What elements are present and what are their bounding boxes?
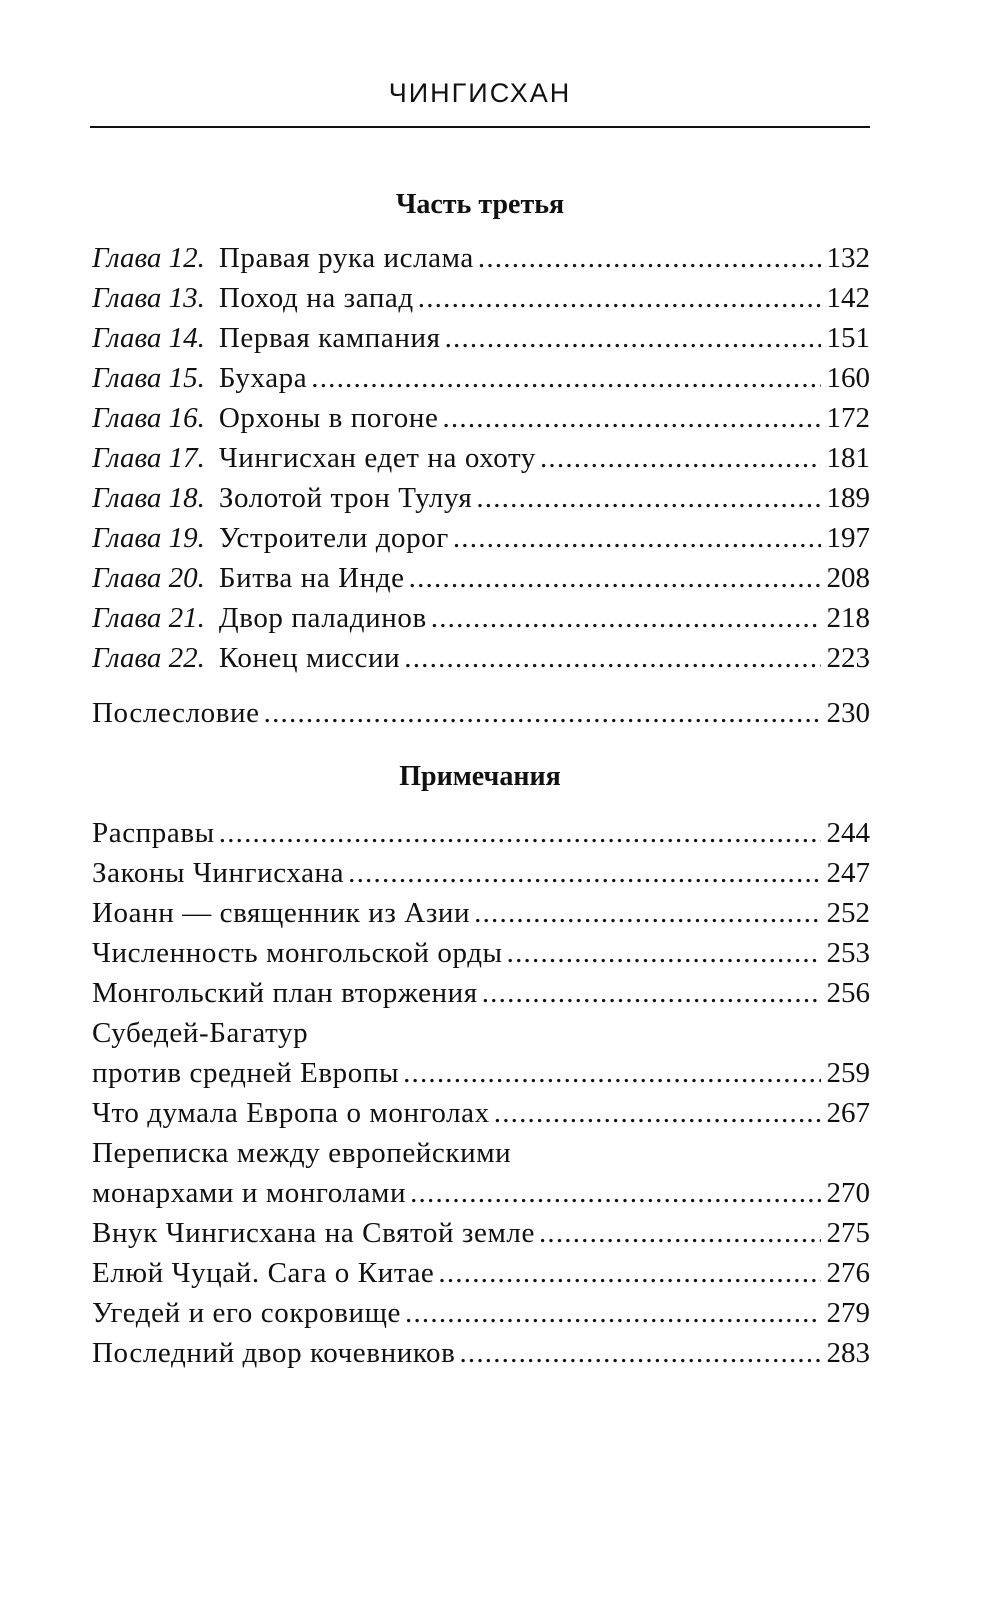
toc-entry-chapter-13[interactable] — [92, 278, 870, 318]
chapter-title: Устроители дорог — [218, 522, 449, 554]
page-number: 252 — [826, 897, 870, 929]
page-number: 247 — [826, 857, 870, 889]
page-number: 244 — [826, 817, 870, 849]
entry-title: против средней Европы — [92, 1057, 400, 1089]
dot-leader — [348, 853, 820, 893]
toc-entry-note[interactable] — [92, 1173, 870, 1213]
page-number: 151 — [826, 322, 870, 354]
page-number: 230 — [826, 697, 870, 729]
dot-leader — [482, 973, 821, 1013]
dot-leader — [409, 558, 821, 598]
dot-leader — [403, 1053, 820, 1093]
toc-entry-chapter-15[interactable] — [92, 358, 870, 398]
page-number: 253 — [826, 937, 870, 969]
dot-leader — [219, 813, 821, 853]
notes-heading: Примечания — [399, 761, 561, 792]
dot-leader — [418, 278, 821, 318]
entry-title: Численность монгольской орды — [92, 937, 503, 969]
toc-entry-note[interactable] — [92, 1213, 870, 1253]
chapter-title: Бухара — [218, 362, 308, 394]
dot-leader — [474, 893, 820, 933]
toc-entry-chapter-18[interactable] — [92, 478, 870, 518]
page-number: 259 — [826, 1057, 870, 1089]
entry-title: Угедей и его сокровище — [92, 1297, 402, 1329]
dot-leader — [405, 1293, 820, 1333]
page-number: 283 — [826, 1337, 870, 1369]
page-number: 189 — [826, 482, 870, 514]
page-number: 218 — [826, 602, 870, 634]
page-number: 132 — [826, 242, 870, 274]
entry-title: Расправы — [92, 817, 215, 849]
page-number: 160 — [826, 362, 870, 394]
entry-title-line1: Субедей-Багатур — [92, 1017, 309, 1049]
chapter-label: Глава 22. — [92, 642, 205, 674]
page-number: 197 — [826, 522, 870, 554]
dot-leader — [311, 358, 820, 398]
dot-leader — [442, 398, 820, 438]
entry-title: Законы Чингисхана — [92, 857, 345, 889]
entry-title: Елюй Чуцай. Сага о Китае — [92, 1257, 435, 1289]
dot-leader — [478, 238, 821, 278]
toc-entry-note-first-line[interactable] — [92, 1013, 870, 1053]
chapter-label: Глава 18. — [92, 482, 205, 514]
toc-entry-chapter-16[interactable] — [92, 398, 870, 438]
dot-leader — [264, 693, 821, 733]
chapter-title: Первая кампания — [218, 322, 441, 354]
chapter-title: Поход на запад — [218, 282, 414, 314]
entry-title: монархами и монголами — [92, 1177, 407, 1209]
toc-entry-chapter-14[interactable] — [92, 318, 870, 358]
header-rule — [90, 126, 870, 128]
entry-title: Иоанн — священник из Азии — [92, 897, 471, 929]
chapter-title: Двор паладинов — [218, 602, 427, 634]
dot-leader — [459, 1333, 820, 1373]
notes-list — [92, 813, 870, 1373]
toc-entry-chapter-22[interactable] — [92, 638, 870, 678]
toc-entry-note[interactable] — [92, 1093, 870, 1133]
chapter-label: Глава 17. — [92, 442, 205, 474]
chapter-label: Глава 20. — [92, 562, 205, 594]
page-number: 275 — [826, 1217, 870, 1249]
toc-entry-note[interactable] — [92, 1053, 870, 1093]
chapter-label: Глава 14. — [92, 322, 205, 354]
dot-leader — [404, 638, 820, 678]
dot-leader — [539, 1213, 821, 1253]
chapter-label: Глава 16. — [92, 402, 205, 434]
dot-leader — [453, 518, 821, 558]
running-head: ЧИНГИСХАН — [388, 78, 572, 108]
chapter-title: Правая рука ислама — [218, 242, 474, 274]
toc-entry-note[interactable] — [92, 853, 870, 893]
page-number: 181 — [826, 442, 870, 474]
toc-entry-chapter-19[interactable] — [92, 518, 870, 558]
chapter-title: Золотой трон Тулуя — [218, 482, 473, 514]
toc-entry-chapter-17[interactable] — [92, 438, 870, 478]
chapter-title: Чингисхан едет на охоту — [218, 442, 536, 474]
chapter-label: Глава 21. — [92, 602, 205, 634]
dot-leader — [438, 1253, 820, 1293]
page-number: 267 — [826, 1097, 870, 1129]
toc-entry-note-first-line[interactable] — [92, 1133, 870, 1173]
chapter-label: Глава 13. — [92, 282, 205, 314]
chapter-label: Глава 12. — [92, 242, 205, 274]
page-number: 276 — [826, 1257, 870, 1289]
chapter-title: Конец миссии — [218, 642, 401, 674]
page-number: 172 — [826, 402, 870, 434]
toc-entry-chapter-20[interactable] — [92, 558, 870, 598]
toc-entry-chapter-21[interactable] — [92, 598, 870, 638]
toc-entry-note[interactable] — [92, 1253, 870, 1293]
toc-entry-note[interactable] — [92, 1293, 870, 1333]
toc-entry-note[interactable] — [92, 893, 870, 933]
toc-entry-chapter-12[interactable] — [92, 238, 870, 278]
entry-title: Последний двор кочевников — [92, 1337, 456, 1369]
part-three-chapter-list — [92, 238, 870, 733]
entry-title-line1: Переписка между европейскими — [92, 1137, 512, 1169]
spacer — [92, 678, 870, 693]
page-number: 279 — [826, 1297, 870, 1329]
chapter-title: Битва на Инде — [218, 562, 405, 594]
toc-entry-note[interactable] — [92, 933, 870, 973]
page-number: 208 — [826, 562, 870, 594]
entry-title: Внук Чингисхана на Святой земле — [92, 1217, 535, 1249]
page-number: 256 — [826, 977, 870, 1009]
dot-leader — [507, 933, 821, 973]
dot-leader — [445, 318, 821, 358]
chapter-label: Глава 19. — [92, 522, 205, 554]
page-number: 142 — [826, 282, 870, 314]
page-number: 270 — [826, 1177, 870, 1209]
dot-leader — [410, 1173, 820, 1213]
dot-leader — [431, 598, 821, 638]
part-three-heading: Часть третья — [395, 189, 565, 220]
chapter-title: Орхоны в погоне — [218, 402, 439, 434]
entry-title: Что думала Европа о монголах — [92, 1097, 490, 1129]
toc-entry-afterword[interactable] — [92, 693, 870, 733]
dot-leader — [494, 1093, 821, 1133]
entry-title: Монгольский план вторжения — [92, 977, 478, 1009]
entry-title: Послесловие — [92, 697, 260, 729]
dot-leader — [476, 478, 820, 518]
chapter-label: Глава 15. — [92, 362, 205, 394]
toc-entry-note[interactable] — [92, 813, 870, 853]
dot-leader — [540, 438, 821, 478]
page-number: 223 — [826, 642, 870, 674]
toc-entry-note[interactable] — [92, 973, 870, 1013]
toc-entry-note[interactable] — [92, 1333, 870, 1373]
